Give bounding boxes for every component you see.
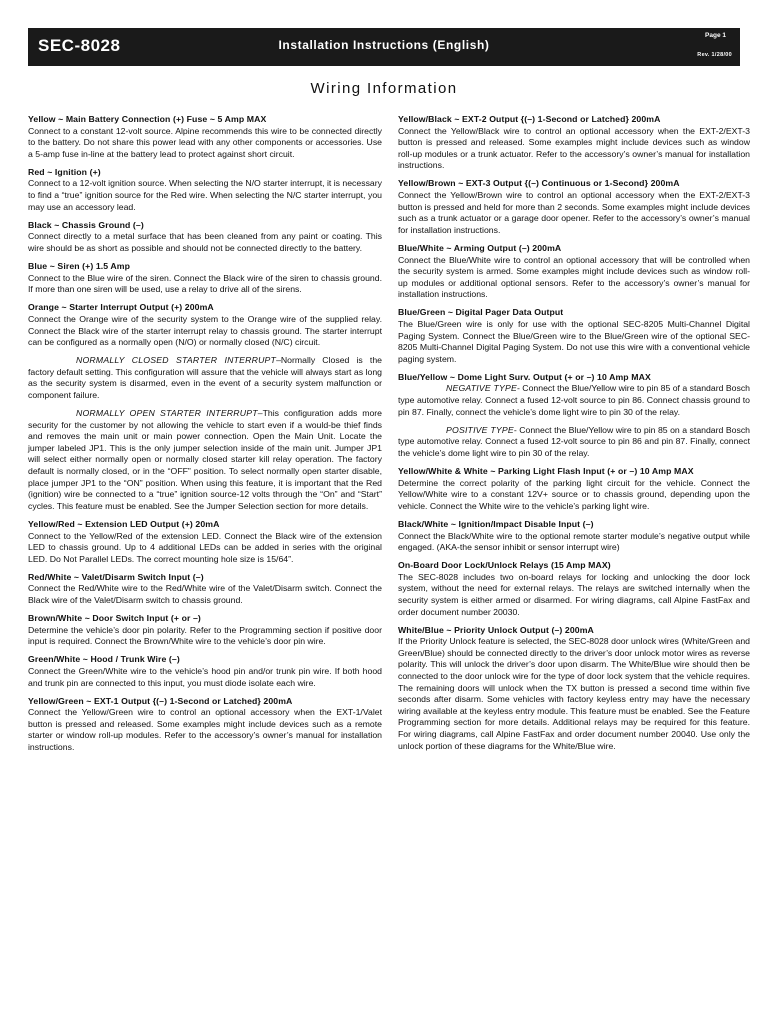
wire-section-paragraph [398,572,750,618]
wire-section [28,167,382,213]
wire-section-title: Yellow ~ Main Battery Connection (+) Fuse ~ 5 Amp MAX [28,114,267,124]
paragraph-text: Determine the correct polarity of the parking light circuit for the vehicle. Connect the Yellow/White wire to a constant 12V+ source or to chassis ground, depending upon the vehicle. Connect the White wire to the vehicle’s parking light wire. [398,477,750,511]
page-number: Page 1 [705,32,726,39]
wire-section-paragraph [28,178,382,213]
wire-section [28,261,382,296]
paragraph-text: Connect the Orange wire of the security system to the Orange wire of the supplied relay. Connect the Black wire of the starter interrupt relay to chassis ground. The starter interrupt can be configured as a normally open (N/O) or normally closed (N/C) circuit. [28,313,382,348]
model-number: SEC-8028 [38,36,121,55]
wire-section [398,114,750,172]
paragraph-text: Connect the Yellow/Brown wire to control an optional accessory when the EXT-2/EXT-3 button is pressed and held for more than 2 seconds. Some examples might include devices such as a trunk actuator or a garage door opener. Refer to the accessory’s owner’s manual for installation instructions. [398,190,750,235]
section-heading: Wiring Information [310,80,458,97]
paragraph-text: Connect the Red/White wire to the Red/White wire of the Valet/Disarm switch. Connect the Black wire of the Valet/Disarm switch to chassis ground. [28,583,382,605]
wire-section-paragraph [398,126,750,172]
paragraph-text: Connect to a 12-volt ignition source. When selecting the N/O starter interrupt, it is necessary to find a “true” ignition source for the Red wire. When selecting the N/C starter interrupt, you may use an accessory lead. [28,178,382,212]
wire-section [28,654,382,689]
wire-section-paragraph [28,666,382,689]
wire-section [398,243,750,301]
wire-section [398,466,750,512]
header-bar [28,28,740,66]
wire-section-paragraph [398,190,750,236]
wire-section [398,307,750,365]
wire-section-title: Yellow/Green ~ EXT-1 Output {(–) 1-Second or Latched} 200mA [28,695,293,706]
paragraph-text: Connect the Green/White wire to the vehicle’s hood pin and/or trunk pin wire. If both hood and trunk pin are connected to this input, you must diode isolate each wire. [28,665,382,688]
wire-section-paragraph [28,231,382,254]
wire-section-title: Black/White ~ Ignition/Impact Disable Input (–) [398,518,594,529]
paragraph-lead: POSITIVE TYPE [446,424,514,435]
left-column [28,114,382,760]
paragraph-text: Connect to the Yellow/Red of the extension LED. Connect the Black wire of the extension LED to chassis ground. Up to 4 additional LEDs can be added in series with the original LED. Do Not Parallel LEDs. The correct mounting hole size is 15/64”. [28,530,382,564]
wire-section [398,560,750,618]
wire-section-title: White/Blue ~ Priority Unlock Output (–) 200mA [398,624,594,635]
document-title: Installation Instructions (English) [278,38,490,52]
wire-section [398,372,750,460]
wire-section-title: Black ~ Chassis Ground (–) [28,219,144,230]
wire-section-title: Green/White ~ Hood / Trunk Wire (–) [28,654,180,665]
wire-section-paragraph [28,531,382,566]
wire-section [398,519,750,554]
wire-section-title: Yellow/Red ~ Extension LED Output (+) 20mA [28,518,220,529]
paragraph-text: Connect the Black/White wire to the optional remote starter module’s negative output while engaged. (AKA-the sensor inhibit or sensor interrupt wire) [398,530,750,553]
wire-section-paragraph [28,126,382,161]
wire-section-title: On-Board Door Lock/Unlock Relays (15 Amp MAX) [398,560,611,571]
wire-section [28,519,382,565]
paragraph-text: Determine the vehicle’s door pin polarity. Refer to the Programming section if positive door input is required. Connect the Brown/White wire to the vehicle’s door pin wire. [28,624,382,647]
wire-section-paragraph [28,314,382,349]
wire-section [28,613,382,648]
wire-section-title: Orange ~ Starter Interrupt Output (+) 200mA [28,302,214,313]
wire-section-paragraph [28,583,382,606]
wire-section-paragraph [28,408,382,512]
revision-date: Rev. 1/28/00 [697,52,732,58]
wire-section [28,220,382,255]
wire-section [398,625,750,753]
paragraph-text: The Blue/Green wire is only for use with the optional SEC-8205 Multi-Channel Digital Paging System. Connect the Blue/Green wire to the Blue/Green wire of the optional SEC-8205 Multi-Channel Digital Paging System. Do not use this wire with a conventional vehicle paging system. [398,319,750,364]
wire-section-title: Yellow/White & White ~ Parking Light Flash Input (+ or –) 10 Amp MAX [398,466,694,477]
wire-section-title: Brown/White ~ Door Switch Input (+ or –) [28,613,201,624]
paragraph-text: Connect to the Blue wire of the siren. Connect the Black wire of the siren to chassis ground. If more than one siren will be used, use a relay to drive all of the sirens. [28,272,382,295]
wire-section-paragraph [398,383,750,418]
paragraph-text: –Normally Closed is the factory default setting. This configuration will assure that the vehicle will always start as long as the security system is disarmed, even in the event of a security system malfunction or component failure. [28,355,382,400]
paragraph-text: Connect the Yellow/Green wire to control an optional accessory when the EXT-1/Valet button is pressed and released. Some examples might include devices such as a remote starter or window roll-up modules. Refer to the accessory’s owner’s manual for installation instructions. [28,707,382,752]
paragraph-text: –This configuration adds more security for the customer by not allowing the vehicle to start even if a would-be thief finds and removes the main unit or main power connection. Open the Main Unit. Locate the jumper labeled JP1. This is the only jumper selection inside of the main unit. Jumper JP1 will select either normally open or normally closed starter kill relay operation. The factory default is normally closed, or in the “OFF” position. To select normally open starter disable, place jumper JP1 to the “ON” position. When using this feature, it is important that the Red (ignition) wire be connected to a “true” ignition source-12 volts through the “On” and “Start” cycles. This feature must be enabled. See the Jumper Selection section for more details. [28,408,382,511]
right-column [398,114,750,759]
paragraph-text: Connect the Blue/White wire to control an optional accessory that will be controlled when the security system is armed. Some examples might include devices such as window roll-up modules or additional optional sensors. Refer to the accessory’s owner’s manual for installation instructions. [398,254,750,300]
wire-section-paragraph [398,425,750,460]
wire-section-paragraph [28,625,382,648]
paragraph-text: - Connect the Blue/Yellow wire to pin 85 of a standard Bosch type automotive relay. Connect a fused 12-volt source to pin 86. Connect chassis ground to pin 87. Finally, connect the vehicle’s dome light wire to pin 30 of the relay. [398,383,750,417]
paragraph-text: The SEC-8028 includes two on-board relays for locking and unlocking the door lock system, without the need for external relays. The relays are switched internally when the security system is either armed or disarmed. For wiring diagrams, call Alpine FastFax and order document number 20030. [398,571,750,617]
wire-section [28,114,382,160]
wire-section-title: Blue ~ Siren (+) 1.5 Amp [28,261,131,272]
wire-section-title: Blue/Yellow ~ Dome Light Surv. Output (+ or –) 10 Amp MAX [398,371,651,382]
wire-section-title: Blue/White ~ Arming Output (–) 200mA [398,242,562,253]
wire-section [28,696,382,754]
wire-section-title: Yellow/Brown ~ EXT-3 Output {(–) Continuous or 1-Second} 200mA [398,178,680,189]
paragraph-text: Connect the Yellow/Black wire to control an optional accessory when the EXT-2/EXT-3 button is pressed and released. Some examples might include devices such as window roll-up modules or a trunk actuator. Refer to the accessory’s owner’s manual for installation instructions. [398,125,750,171]
paragraph-lead: NEGATIVE TYPE [446,383,517,394]
paragraph-text: If the Priority Unlock feature is selected, the SEC-8028 door unlock wires (White/Green and Green/Blue) should be connected directly to the driver’s door unlock motor wires as reverse polarity. This will unlock the driver’s door upon disarm. The White/Blue wire should then be connected to the door unlock wire for the type of door lock system that the vehicle requires. The remaining doors will unlock when the TX button is pressed a second time within five seconds after disarm. Some vehicles with factory keyless entry may have the necessary wiring available at the keyless entry module. This feature must be enabled. See the Feature Programming section for more details. Additional relays may be required for this feature. For wiring diagrams, call Alpine FastFax and order document number 20040. Use only the unlock portion of these diagrams for the White/Blue wire. [398,636,750,751]
wire-section-title: Yellow/Black ~ EXT-2 Output {(–) 1-Second or Latched} 200mA [398,114,661,124]
paragraph-text: Connect directly to a metal surface that has been cleaned from any paint or coating. This wire should be as short as possible and should not be connected directly to the battery. [28,231,382,253]
wire-section-paragraph [28,273,382,296]
wire-section-paragraph [398,636,750,752]
wire-section-paragraph [398,478,750,513]
wire-section [28,302,382,512]
wire-section-paragraph [398,531,750,554]
paragraph-text: Connect to a constant 12-volt source. Alpine recommends this wire to be connected directly to the battery. Do not share this power lead with any other components or accessories. Use a 5-amp fuse in-line at the battery lead to protect against short circuit. [28,125,382,159]
wire-section-paragraph [28,707,382,753]
wire-section [398,178,750,236]
paragraph-lead: NORMALLY CLOSED STARTER INTERRUPT [76,355,277,366]
wire-section-title: Blue/Green ~ Digital Pager Data Output [398,307,564,318]
wire-section-title: Red ~ Ignition (+) [28,166,101,177]
wire-section-paragraph [398,255,750,301]
paragraph-text: - Connect the Blue/Yellow wire to pin 85 on a standard Bosch type automotive relay. Connect a fused 12-volt source to pin 86 and pin 87. Finally, connect the vehicle’s dome light wire to pin 30 of the relay. [398,424,750,458]
wire-section-paragraph [28,355,382,401]
wire-section-paragraph [398,319,750,365]
wire-section-title: Red/White ~ Valet/Disarm Switch Input (–) [28,571,204,582]
paragraph-lead: NORMALLY OPEN STARTER INTERRUPT [76,408,258,419]
wire-section [28,572,382,607]
